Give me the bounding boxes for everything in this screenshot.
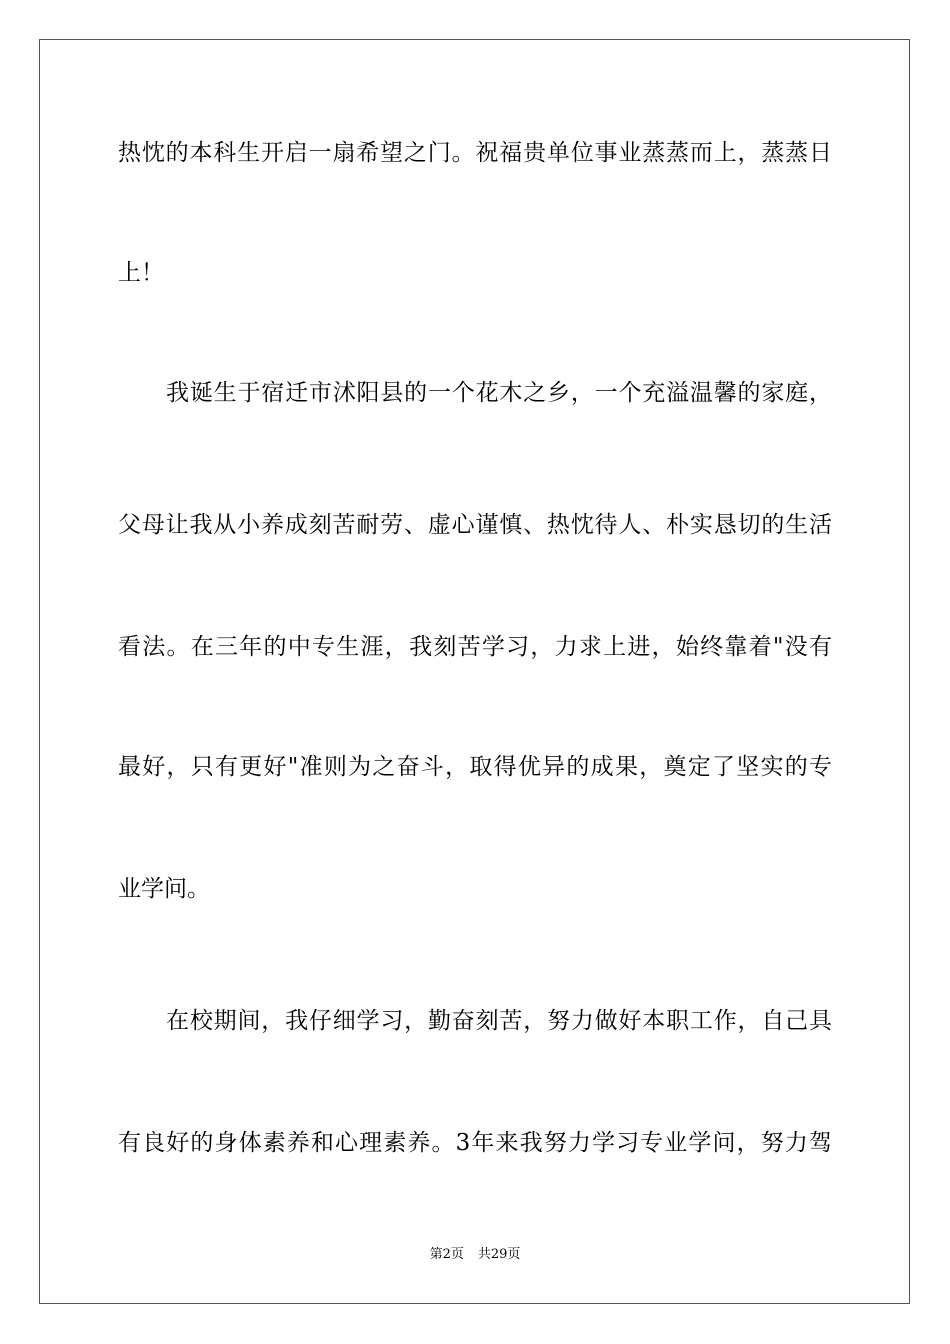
page-footer [0,1246,950,1264]
text-line-2: 上！ [118,260,164,286]
page-frame [39,39,910,1304]
text-line-3: 我诞生于宿迁市沭阳县的一个花木之乡，一个充溢温馨的家庭， [166,380,832,406]
page-total: 共29页 [477,1247,521,1262]
text-line-8: 在校期间，我仔细学习，勤奋刻苦，努力做好本职工作，自己具 [166,1008,832,1034]
text-line-4: 父母让我从小养成刻苦耐劳、虚心谨慎、热忱待人、朴实恳切的生活 [118,512,832,538]
text-line-7: 业学问。 [118,876,210,902]
text-line-9: 有良好的身体素养和心理素养。3年来我努力学习专业学问，努力驾 [118,1130,832,1156]
page-number: 第2页 [429,1247,464,1262]
text-line-5: 看法。在三年的中专生涯，我刻苦学习，力求上进，始终靠着"没有 [118,634,832,660]
text-line-1: 热忱的本科生开启一扇希望之门。祝福贵单位事业蒸蒸而上，蒸蒸日 [118,140,832,166]
text-line-6: 最好，只有更好"准则为之奋斗，取得优异的成果，奠定了坚实的专 [118,754,832,780]
